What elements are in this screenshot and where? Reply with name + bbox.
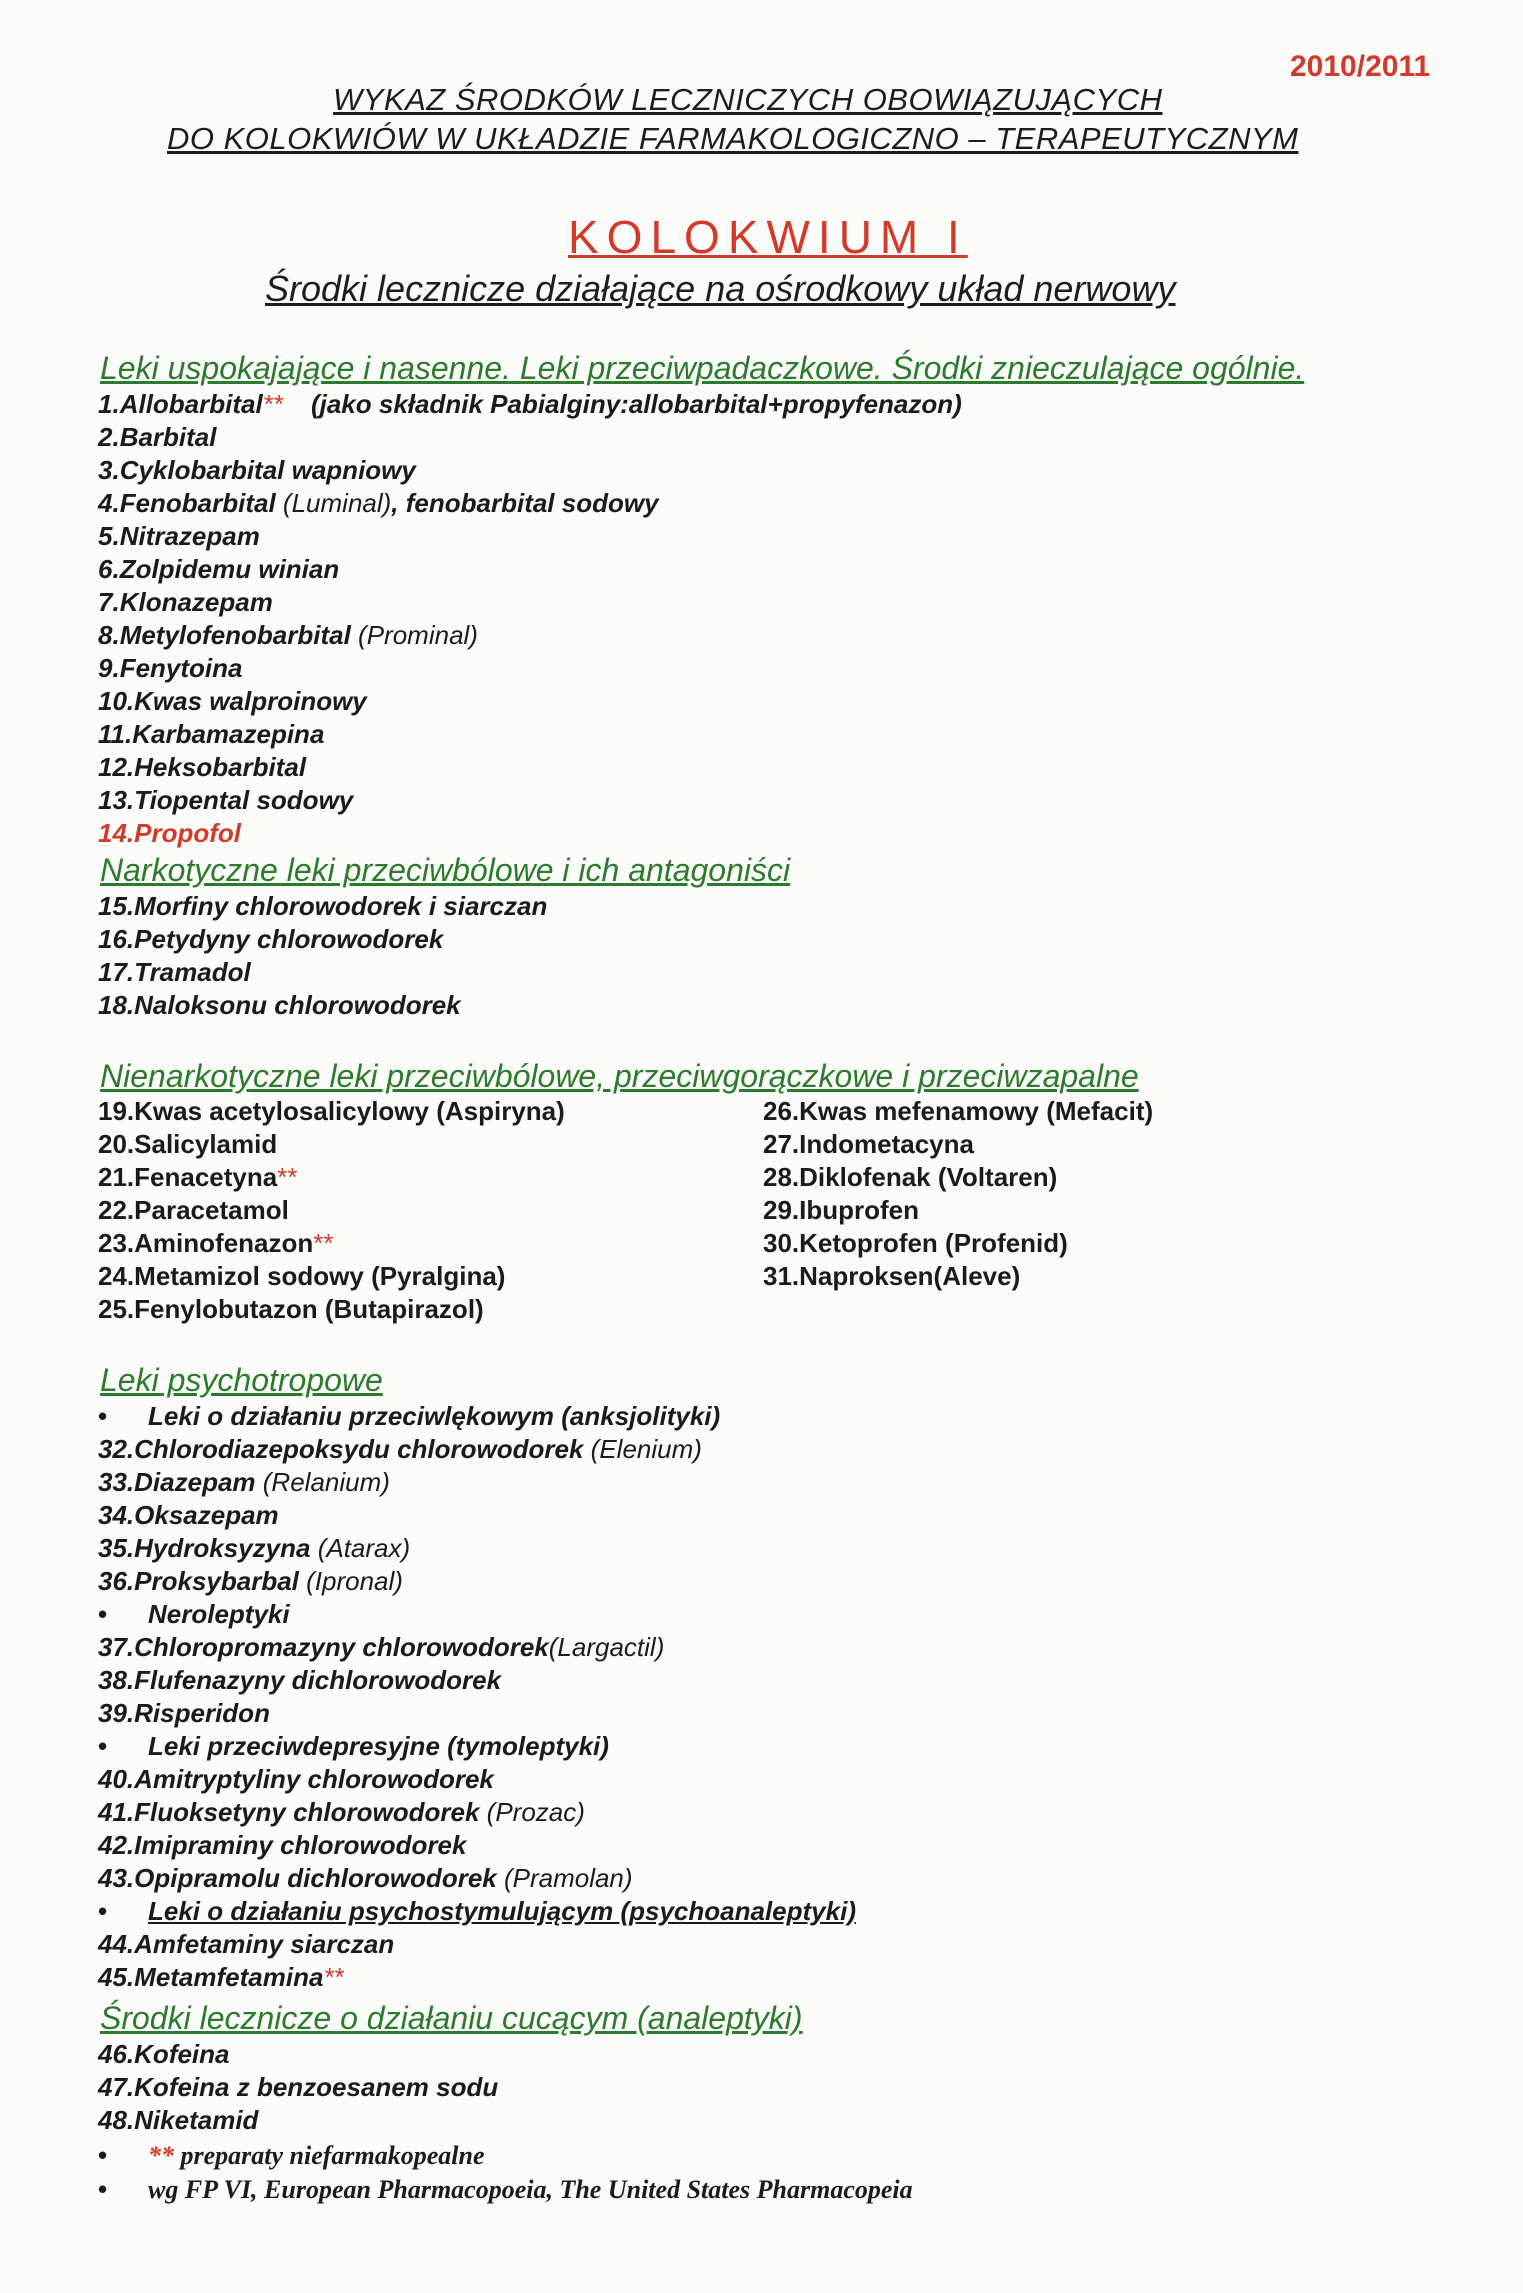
section-3-left-column <box>98 1095 565 1326</box>
drug-name: Fluoksetyny chlorowodorek <box>134 1797 480 1827</box>
drug-name: Leki o działaniu przeciwlękowym (anksjolityki) <box>148 1401 721 1431</box>
drug-item <box>98 817 1498 850</box>
item-number: 31. <box>763 1261 800 1291</box>
drug-item <box>763 1095 1153 1128</box>
item-number: 22. <box>98 1195 135 1225</box>
drug-item <box>98 1862 1498 1895</box>
drug-item <box>98 956 1498 989</box>
section-2-title: Narkotyczne leki przeciwbólowe i ich antagoniści <box>100 852 791 888</box>
item-number: 34. <box>98 1500 135 1530</box>
drug-item <box>98 1466 1498 1499</box>
drug-name: Niketamid <box>134 2105 259 2135</box>
non-pharmacopoeial-marker: ** <box>313 1228 334 1258</box>
drug-name: Ketoprofen (Profenid) <box>799 1228 1068 1258</box>
drug-item <box>98 1961 1498 1994</box>
item-number: 32. <box>98 1434 135 1464</box>
drug-name: Oksazepam <box>134 1500 279 1530</box>
drug-item <box>98 1928 1498 1961</box>
drug-name: Heksobarbital <box>134 752 307 782</box>
item-number: 13. <box>98 785 135 815</box>
drug-name: Barbital <box>119 422 217 452</box>
subsection-heading <box>98 1730 1498 1763</box>
drug-item <box>763 1227 1153 1260</box>
item-number: 40. <box>98 1764 135 1794</box>
drug-name: Amfetaminy siarczan <box>134 1929 395 1959</box>
kolokwium-title: KOLOKWIUM I <box>568 211 968 263</box>
drug-name: Hydroksyzyna <box>134 1533 311 1563</box>
footnotes <box>98 2138 1498 2206</box>
drug-item <box>98 553 1498 586</box>
drug-name: Propofol <box>134 818 242 848</box>
drug-name: Fenacetyna <box>134 1162 278 1192</box>
section-4-list <box>98 1400 1498 1994</box>
drug-item <box>98 1194 565 1227</box>
item-number: 2. <box>98 422 120 452</box>
trade-name: (Luminal) <box>275 488 392 518</box>
trade-name: (Largactil) <box>548 1632 665 1662</box>
item-number: 16. <box>98 924 135 954</box>
drug-name: Salicylamid <box>134 1129 278 1159</box>
item-number: 48. <box>98 2105 135 2135</box>
item-number: 33. <box>98 1467 135 1497</box>
item-number: 4. <box>98 488 120 518</box>
item-number: 20. <box>98 1129 135 1159</box>
item-number: 26. <box>763 1096 800 1126</box>
drug-name: Zolpidemu winian <box>119 554 340 584</box>
drug-item <box>98 1829 1498 1862</box>
item-number: 15. <box>98 891 135 921</box>
section-3-title: Nienarkotyczne leki przeciwbólowe, przeciwgorączkowe i przeciwzapalne <box>100 1058 1139 1094</box>
drug-name: Klonazepam <box>119 587 273 617</box>
drug-name: Neroleptyki <box>148 1599 290 1629</box>
drug-item <box>98 1796 1498 1829</box>
item-number: 17. <box>98 957 135 987</box>
drug-name: Nitrazepam <box>119 521 260 551</box>
section-1-list <box>98 388 1498 850</box>
subsection-heading <box>98 1895 1498 1928</box>
item-number: 43. <box>98 1863 135 1893</box>
item-number: 46. <box>98 2039 135 2069</box>
item-number: 14. <box>98 818 135 848</box>
drug-item <box>98 454 1498 487</box>
item-number: 37. <box>98 1632 135 1662</box>
drug-name: Paracetamol <box>134 1195 289 1225</box>
drug-name: Fenylobutazon (Butapirazol) <box>134 1294 484 1324</box>
item-number: 8. <box>98 620 120 650</box>
drug-name: Kwas walproinowy <box>134 686 367 716</box>
drug-name: Ibuprofen <box>799 1195 920 1225</box>
drug-name: Metamfetamina <box>134 1962 324 1992</box>
footnote-text: wg FP VI, European Pharmacopoeia, The United States Pharmacopeia <box>148 2175 913 2204</box>
drug-item <box>98 685 1498 718</box>
non-pharmacopoeial-marker: ** <box>262 389 283 419</box>
footnote <box>98 2172 1498 2206</box>
drug-name: Kofeina z benzoesanem sodu <box>134 2072 499 2102</box>
item-number: 7. <box>98 587 120 617</box>
section-5-title: Środki lecznicze o działaniu cucącym (analeptyki) <box>100 2000 803 2036</box>
item-number: 28. <box>763 1162 800 1192</box>
drug-name: Naloksonu chlorowodorek <box>134 990 461 1020</box>
item-number: 30. <box>763 1228 800 1258</box>
drug-name: Aminofenazon <box>134 1228 314 1258</box>
drug-name: Metamizol sodowy (Pyralgina) <box>134 1261 506 1291</box>
subsection-heading <box>98 1400 1498 1433</box>
drug-item <box>98 1763 1498 1796</box>
drug-name: Chloropromazyny chlorowodorek <box>134 1632 549 1662</box>
drug-name: Diazepam <box>134 1467 256 1497</box>
item-number: 42. <box>98 1830 135 1860</box>
item-number: 11. <box>98 719 133 749</box>
section-4-title: Leki psychotropowe <box>100 1362 383 1398</box>
footnote-text: preparaty niefarmakopealne <box>174 2141 485 2170</box>
item-number: 24. <box>98 1261 135 1291</box>
drug-name: Tramadol <box>134 957 251 987</box>
drug-name: Proksybarbal <box>134 1566 299 1596</box>
drug-item <box>98 1532 1498 1565</box>
footnote <box>98 2138 1498 2172</box>
drug-name: Allobarbital <box>119 389 263 419</box>
drug-item <box>98 520 1498 553</box>
drug-name: Leki przeciwdepresyjne (tymoleptyki) <box>148 1731 609 1761</box>
item-number: 9. <box>98 653 120 683</box>
drug-item <box>98 2071 1498 2104</box>
item-number: 10. <box>98 686 135 716</box>
item-number: 5. <box>98 521 120 551</box>
trade-name: (Prozac) <box>479 1797 585 1827</box>
drug-name: Kofeina <box>134 2039 230 2069</box>
drug-item <box>98 586 1498 619</box>
drug-item <box>98 1293 565 1326</box>
drug-name: Leki o działaniu psychostymulującym (psychoanaleptyki) <box>148 1896 856 1926</box>
trade-name: (Atarax) <box>310 1533 411 1563</box>
section-2-list <box>98 890 1498 1022</box>
item-number: 27. <box>763 1129 800 1159</box>
item-number: 39. <box>98 1698 135 1728</box>
drug-item <box>98 1161 565 1194</box>
item-number: 25. <box>98 1294 135 1324</box>
item-number: 36. <box>98 1566 135 1596</box>
item-number: 45. <box>98 1962 135 1992</box>
item-number: 6. <box>98 554 120 584</box>
item-number: 41. <box>98 1797 135 1827</box>
drug-name: Metylofenobarbital <box>119 620 351 650</box>
item-number: 1. <box>98 389 120 419</box>
trade-name: (Prominal) <box>350 620 478 650</box>
drug-item <box>98 890 1498 923</box>
item-number: 23. <box>98 1228 135 1258</box>
drug-name: Fenytoina <box>119 653 243 683</box>
drug-item <box>98 989 1498 1022</box>
drug-name: Fenobarbital <box>119 488 276 518</box>
drug-name: Diklofenak (Voltaren) <box>799 1162 1058 1192</box>
item-number: 21. <box>98 1162 135 1192</box>
drug-item <box>98 1128 565 1161</box>
section-1-title: Leki uspokajające i nasenne. Leki przeciwpadaczkowe. Środki znieczulające ogólnie. <box>100 350 1305 386</box>
item-number: 18. <box>98 990 135 1020</box>
trade-name: (Elenium) <box>583 1434 702 1464</box>
drug-name: Naproksen(Aleve) <box>799 1261 1021 1291</box>
drug-item <box>98 619 1498 652</box>
drug-name: Amitryptyliny chlorowodorek <box>134 1764 494 1794</box>
drug-item <box>98 784 1498 817</box>
drug-name: Flufenazyny dichlorowodorek <box>134 1665 502 1695</box>
section-5-list <box>98 2038 1498 2137</box>
drug-name: Kwas acetylosalicylowy (Aspiryna) <box>134 1096 565 1126</box>
drug-item <box>98 1664 1498 1697</box>
section-3-right-column <box>763 1095 1153 1293</box>
drug-name: Indometacyna <box>799 1129 974 1159</box>
drug-item <box>98 1227 565 1260</box>
drug-name: Opipramolu dichlorowodorek <box>134 1863 497 1893</box>
drug-item <box>98 1499 1498 1532</box>
drug-item <box>98 2038 1498 2071</box>
subsection-heading <box>98 1598 1498 1631</box>
drug-name: Cyklobarbital wapniowy <box>119 455 416 485</box>
drug-item <box>98 487 1498 520</box>
drug-name-extra: , fenobarbital sodowy <box>391 488 659 518</box>
item-number: 35. <box>98 1533 135 1563</box>
header-line-2: DO KOLOKWIÓW W UKŁADZIE FARMAKOLOGICZNO – TERAPEUTYCZNYM <box>167 121 1299 156</box>
drug-name: Kwas mefenamowy (Mefacit) <box>799 1096 1154 1126</box>
drug-item <box>763 1194 1153 1227</box>
drug-name: Tiopental sodowy <box>134 785 354 815</box>
drug-name: Karbamazepina <box>132 719 325 749</box>
footnote-marker: ** <box>148 2141 174 2170</box>
drug-item <box>763 1128 1153 1161</box>
drug-item <box>98 1697 1498 1730</box>
drug-item <box>98 2104 1498 2137</box>
drug-item <box>98 718 1498 751</box>
drug-item <box>98 1095 565 1128</box>
item-number: 12. <box>98 752 135 782</box>
drug-item <box>763 1161 1153 1194</box>
non-pharmacopoeial-marker: ** <box>323 1962 344 1992</box>
drug-item <box>98 1260 565 1293</box>
drug-item <box>763 1260 1153 1293</box>
header-line-1: WYKAZ ŚRODKÓW LECZNICZYCH OBOWIĄZUJĄCYCH <box>333 82 1163 117</box>
drug-item <box>98 388 1498 421</box>
item-number: 19. <box>98 1096 135 1126</box>
item-number: 29. <box>763 1195 800 1225</box>
drug-name: Imipraminy chlorowodorek <box>134 1830 467 1860</box>
item-number: 47. <box>98 2072 135 2102</box>
non-pharmacopoeial-marker: ** <box>277 1162 298 1192</box>
drug-item <box>98 751 1498 784</box>
drug-item <box>98 1565 1498 1598</box>
drug-name: Petydyny chlorowodorek <box>134 924 444 954</box>
academic-year: 2010/2011 <box>1290 50 1431 83</box>
drug-item <box>98 1631 1498 1664</box>
item-number: 44. <box>98 1929 135 1959</box>
drug-name: Chlorodiazepoksydu chlorowodorek <box>134 1434 584 1464</box>
drug-name: Risperidon <box>134 1698 270 1728</box>
drug-item <box>98 652 1498 685</box>
trade-name: (Pramolan) <box>496 1863 633 1893</box>
drug-name: Morfiny chlorowodorek i siarczan <box>134 891 548 921</box>
trade-name: (Relanium) <box>255 1467 390 1497</box>
item-number: 3. <box>98 455 120 485</box>
drug-item <box>98 1433 1498 1466</box>
trade-name: (Ipronal) <box>298 1566 403 1596</box>
subtitle: Środki lecznicze działające na ośrodkowy układ nerwowy <box>265 268 1176 309</box>
drug-item <box>98 923 1498 956</box>
item-number: 38. <box>98 1665 135 1695</box>
drug-item <box>98 421 1498 454</box>
drug-note: (jako składnik Pabialginy:allobarbital+propyfenazon) <box>310 389 962 419</box>
